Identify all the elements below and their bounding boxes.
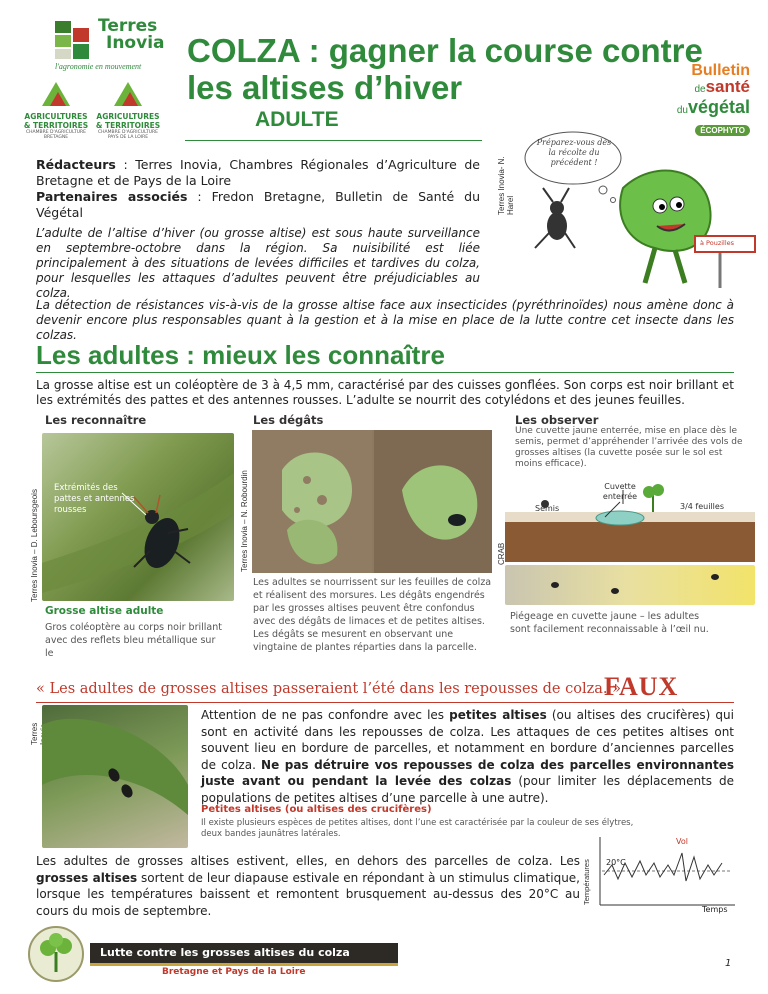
- petites-b1: petites altises: [449, 708, 547, 722]
- brand-tagline: l'agronomie en mouvement: [55, 62, 142, 71]
- petites-text: [201, 707, 734, 806]
- footer-logo: [28, 926, 84, 982]
- col1-credit: Terres Inovia – D. Leboursgeois: [30, 489, 39, 602]
- bulletin-line2b: santé: [705, 77, 750, 96]
- terres-inovia-emblem-icon: [50, 18, 95, 63]
- page-title-line1: COLZA : gagner la course contre: [187, 32, 703, 69]
- chart-threshold: 20°C: [606, 858, 626, 867]
- cartoon-sign-text: à Pouzilles: [700, 239, 735, 247]
- cartoon-credit: Terres Inovia- N. Harel: [497, 156, 515, 215]
- partenaires-label: Partenaires associés: [36, 189, 188, 204]
- colza-plant-icon: [30, 928, 82, 980]
- grosse-altise-photo: [42, 433, 234, 601]
- col1-annotation: Extrémités des pattes et antennes rousses: [54, 483, 135, 515]
- chamber-sub1: CHAMBRE D'AGRICULTURE: [98, 130, 158, 135]
- myth-text: « Les adultes de grosses altises passeraient l’été dans les repousses de colza. »: [36, 681, 621, 697]
- chamber-emblem-icon: [36, 78, 76, 108]
- terres-inovia-logo: [50, 18, 170, 68]
- col1-caption-title: Grosse altise adulte: [45, 605, 164, 617]
- col2-credit: Terres Inovia – N. Robourdin: [240, 470, 249, 572]
- chamber-name-b: & TERRITOIRES: [95, 121, 161, 130]
- footer-line2: Bretagne et Pays de la Loire: [162, 967, 306, 977]
- petites-subtext: Il existe plusieurs espèces de petites altises, dont l’une est caractérisée par la couleur de ses élytres, deux bandes jaunâtres latérales.: [201, 818, 634, 839]
- chamber-name-a: AGRICULTURES: [24, 112, 88, 121]
- col1-caption: Gros coléoptère au corps noir brillant avec des reflets bleu métallique sur le: [45, 622, 222, 659]
- col3-text: Une cuvette jaune enterrée, mise en place dès le semis, permet d’appréhender l’arrivée des vols de grosses altises (la cuvette posée sur le sol est moins efficace).: [515, 426, 743, 469]
- chart-ylabel: Températures: [582, 859, 591, 905]
- footer-line1: Lutte contre les grosses altises du colza: [100, 946, 350, 959]
- col3-credit: CRAB: [497, 542, 506, 565]
- bulletin-logo: [640, 62, 750, 135]
- bulletin-line2a: de: [694, 84, 706, 95]
- brand-line2: Inovia: [106, 33, 165, 53]
- footer-bar-accent: [90, 963, 398, 966]
- chamber-name-a: AGRICULTURES: [96, 112, 160, 121]
- chamber-sub2: PAYS DE LA LOIRE: [107, 135, 149, 140]
- col3-caption: Piégeage en cuvette jaune – les adultes sont facilement reconnaissable à l’œil nu.: [510, 611, 709, 635]
- myth-rule: [36, 702, 734, 703]
- page-title-line2: les altises d’hiver: [187, 69, 463, 106]
- col2-caption: Les adultes se nourrissent sur les feuilles de colza et réalisent des morsures. Les dégâts engendrés par les grosses altises peuvent être confondus avec des dégâts de limaces et de petites altises. Les dégâts se mesurent en observant une vingtaine de plantes réparties dans la parcelle.: [253, 577, 492, 653]
- section-rule: [36, 372, 734, 373]
- estivent-p2: sortent de leur diapause estivale en répondant à un stimulus climatique, lorsque les températures baissent et remontent brusquement au-dessus des 20°C au cours du mois de septembre.: [36, 870, 580, 918]
- ecophyto-badge: ÉCOPHYTO: [695, 125, 750, 136]
- chambre-pdl-logo: [92, 78, 164, 138]
- col2-title: Les dégâts: [253, 413, 324, 427]
- chamber-sub1: CHAMBRE D'AGRICULTURE: [26, 130, 86, 135]
- chamber-sub2: BRETAGNE: [43, 135, 69, 140]
- petites-photo-credit: Terres: [30, 722, 39, 745]
- intro-text: L’adulte de l’altise d’hiver (ou grosse altise) est sous haute surveillance en septembre-octobre dans la région. Sa nuisibilité est liée principalement à des situations de levées difficiles et tardives du colza, pour lesquelles les attaques d’adultes peuvent être préjudiciables au colza.: [36, 226, 480, 300]
- faux-stamp: FAUX: [604, 672, 679, 701]
- chambre-bretagne-logo: [20, 78, 92, 138]
- bulletin-line3a: du: [676, 105, 688, 116]
- label-cuvette: Cuvette enterrée: [602, 482, 638, 501]
- petites-p2: (ou altises des crucifères) qui sont en activité dans les repousses de colza. Les attaques de ces petites altises ont souvent lieu en bordure de parcelles, et notamment en bordure d’anciennes parcelles de colza.: [201, 708, 734, 772]
- petites-subtitle: Petites altises (ou altises des crucifères): [201, 804, 432, 815]
- estivent-p1: Les adultes de grosses altises estivent, elles, en dehors des parcelles de colza. Les: [36, 854, 580, 868]
- petites-altises-photo: [42, 705, 188, 848]
- redacteurs-text: : Terres Inovia, Chambres Régionales d’Agriculture de Bretagne et de Pays de la Loire: [36, 157, 480, 188]
- bulletin-line3b: végétal: [687, 97, 750, 117]
- petites-p3: (pour limiter les déplacements de populations de petites altises d’une parcelle à une autre).: [201, 774, 734, 805]
- col1-title: Les reconnaître: [45, 413, 147, 427]
- chart-flight-label: Vol: [676, 837, 688, 846]
- cuvette-diagram: [505, 482, 755, 562]
- label-feuilles: 3/4 feuilles: [680, 502, 724, 511]
- temperature-chart: [582, 835, 740, 915]
- section-title: Les adultes : mieux les connaître: [36, 340, 445, 370]
- estivent-b1: grosses altises: [36, 870, 138, 885]
- section-lead: La grosse altise est un coléoptère de 3 à 4,5 mm, caractérisé par des cuisses gonflées. Son corps est noir brillant et les extrémités des pattes et des antennes rousses. L’adulte se nourrit des cotylédons et des jeunes feuilles.: [36, 378, 734, 407]
- cartoon-illustration: [505, 128, 760, 290]
- estivent-text: [36, 853, 580, 919]
- label-semis: Semis: [535, 504, 560, 513]
- petites-p1: Attention de ne pas confondre avec les: [201, 708, 450, 722]
- chamber-emblem-icon: [108, 78, 148, 108]
- chamber-name-b: & TERRITOIRES: [23, 121, 89, 130]
- chart-xlabel: Temps: [702, 905, 728, 914]
- redacteurs-label: Rédacteurs: [36, 157, 116, 172]
- cartoon-bubble-text: Préparez-vous dès la récolte du précédent !: [536, 138, 612, 167]
- credits-block: [36, 157, 480, 221]
- degats-photo: [252, 430, 492, 573]
- bulletin-line1: Bulletin: [691, 62, 750, 79]
- page-number: 1: [725, 958, 732, 969]
- title-rule: [185, 140, 482, 141]
- partenaires-text: : Fredon Bretagne, Bulletin de Santé du Végétal: [36, 189, 480, 220]
- cuvette-photo: [505, 565, 755, 605]
- brand-line1: Terres: [98, 16, 158, 36]
- col3-title: Les observer: [515, 413, 599, 427]
- petites-b2: Ne pas détruire vos repousses de colza des parcelles environnantes juste avant ou pendant la levée des colzas: [201, 757, 734, 788]
- page-subtitle: ADULTE: [255, 108, 339, 131]
- intro-text-2: La détection de résistances vis-à-vis de la grosse altise face aux insecticides (pyréthrinoïdes) nous amène donc à devenir encore plus responsables quant à la gestion et à la mise en place de la lutte contre cet insecte dans les colzas.: [36, 298, 734, 342]
